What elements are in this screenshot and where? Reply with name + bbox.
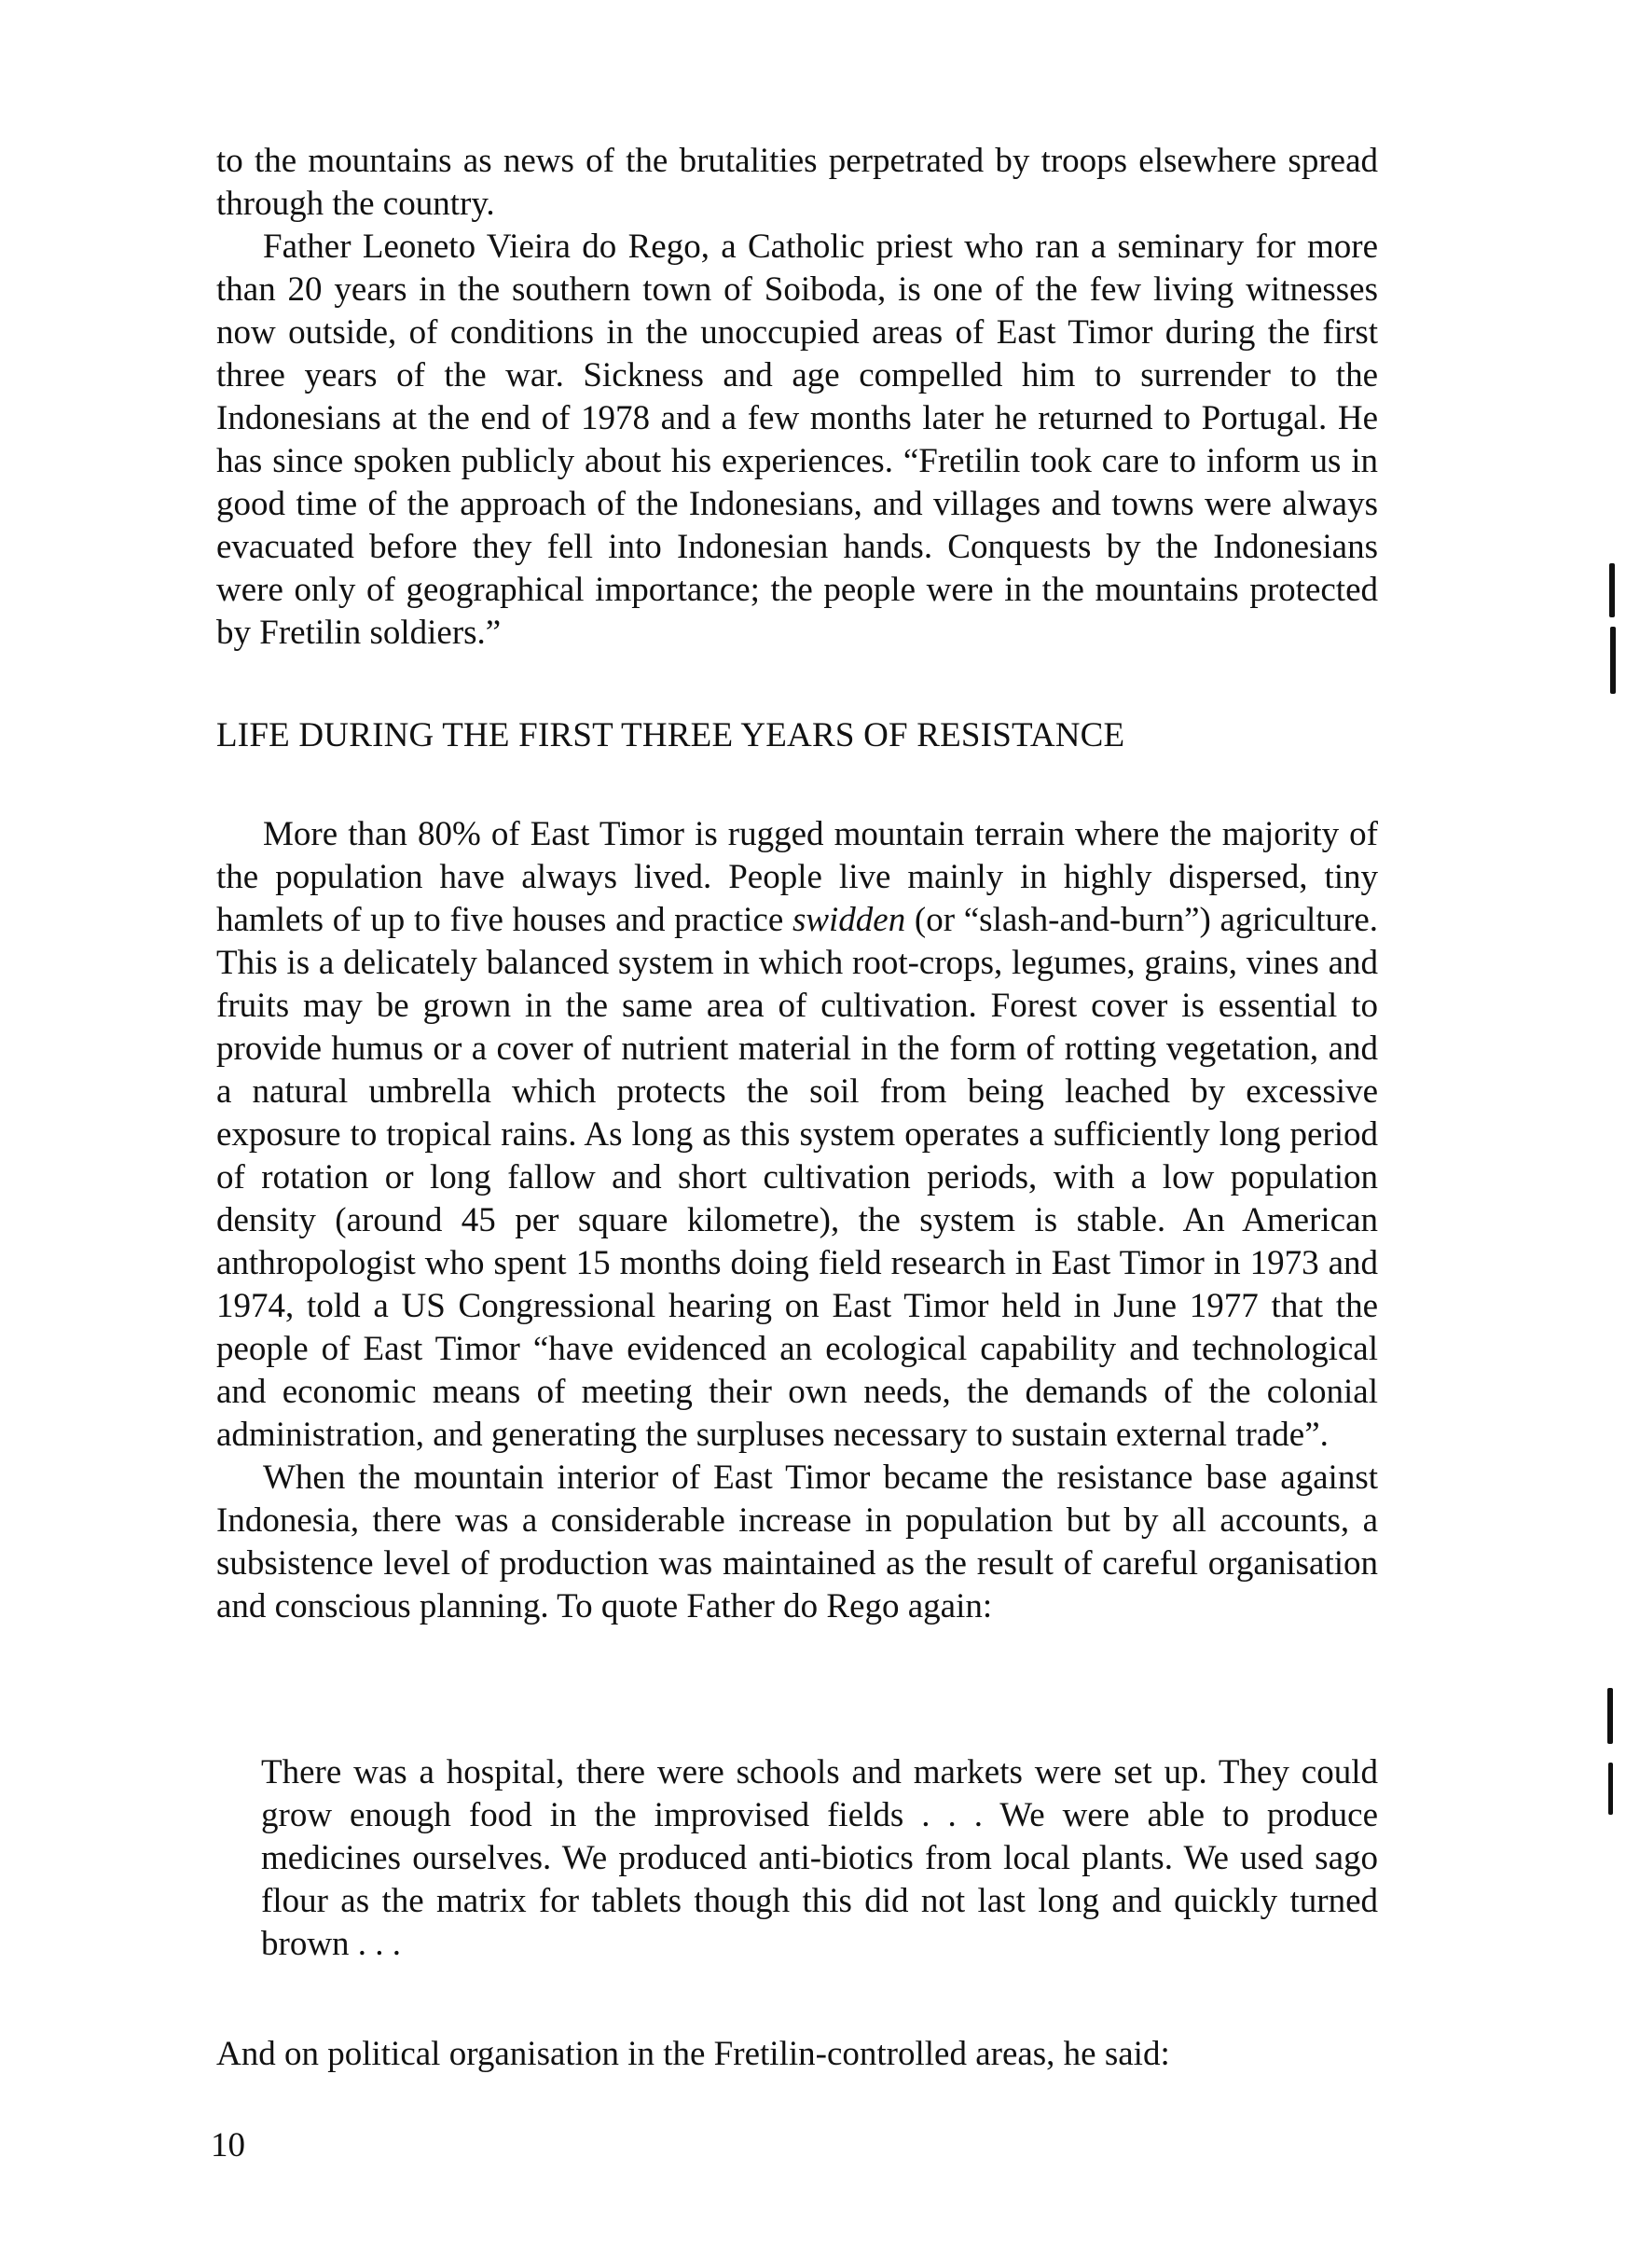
paragraph-father-rego: Father Leoneto Vieira do Rego, a Catholic priest who ran a seminary for more than 20 years in the southern town of Soiboda, is one of the few living witnesses now outside, of conditions in the unoccupied areas of East Timor during the first three years of the war. Sickness and age compelled him to surrender to the Indonesians at the end of 1978 and a few months later he returned to Portugal. He has since spoken publicly about his experiences. “Fretilin took care to inform us in good time of the approach of the Indonesians, and villages and towns were always evacuated before they fell into Indonesian hands. Conquests by the Indonesians were only of geographical importance; the people were in the mountains protected by Fretilin soldiers.” xyxy=(216,228,1378,652)
closing-line: And on political organisation in the Fretilin-controlled areas, he said: xyxy=(216,2035,1170,2073)
section-heading: LIFE DURING THE FIRST THREE YEARS OF RESISTANCE xyxy=(216,716,1125,754)
scan-margin-mark xyxy=(1610,627,1616,694)
paragraph-resistance-base: When the mountain interior of East Timor became the resistance base against Indonesia, there was a considerable increase in population but by all accounts, a subsistence level of production was maintained as the result of careful organisation and conscious planning. To quote Father do Rego again: xyxy=(216,1459,1378,1625)
paragraph-terrain xyxy=(216,813,1378,1457)
body-text-top xyxy=(216,140,1378,655)
swidden-term: swidden xyxy=(792,901,906,939)
scan-margin-mark xyxy=(1607,1688,1613,1744)
paragraph-terrain-part2: (or “slash-and-burn”) agriculture. This is a delicately balanced system in which root-crops, legumes, grains, vines and fruits may be grown in the same area of cultivation. Forest cover is essential to provide humus or a cover of nutrient material in the form of rotting vegetation, and a natural umbrella which protects the soil from being leached by excessive exposure to tropical rains. As long as this system operates a sufficiently long period of rotation or long fallow and short cultivation periods, with a low population density (around 45 per square kilometre), the system is stable. An American anthropologist who spent 15 months doing field research in East Timor in 1973 and 1974, told a US Congressional hearing on East Timor held in June 1977 that the people of East Timor “have evidenced an ecological capability and technological and economic means of meeting their own needs, the demands of the colonial administration, and generating the surpluses necessary to sustain external trade”. xyxy=(216,901,1378,1454)
scan-margin-mark xyxy=(1608,1763,1613,1815)
paragraph-continuation: to the mountains as news of the brutalities perpetrated by troops elsewhere spread through the country. xyxy=(216,142,1378,223)
body-text-middle xyxy=(216,813,1378,1628)
paragraph-terrain-part1: More than 80% of East Timor is rugged mountain terrain where the majority of the population have always lived. People live mainly in highly dispersed, tiny hamlets of up to five houses and practice xyxy=(216,815,1378,939)
block-quote: There was a hospital, there were schools and markets were set up. They could grow enough food in the improvised fields . . . We were able to produce medicines ourselves. We produced anti-biotics from local plants. We used sago flour as the matrix for tablets though this did not last long and quickly turned brown . . . xyxy=(261,1753,1378,1963)
scan-margin-mark xyxy=(1609,563,1615,617)
page-number: 10 xyxy=(211,2126,245,2164)
